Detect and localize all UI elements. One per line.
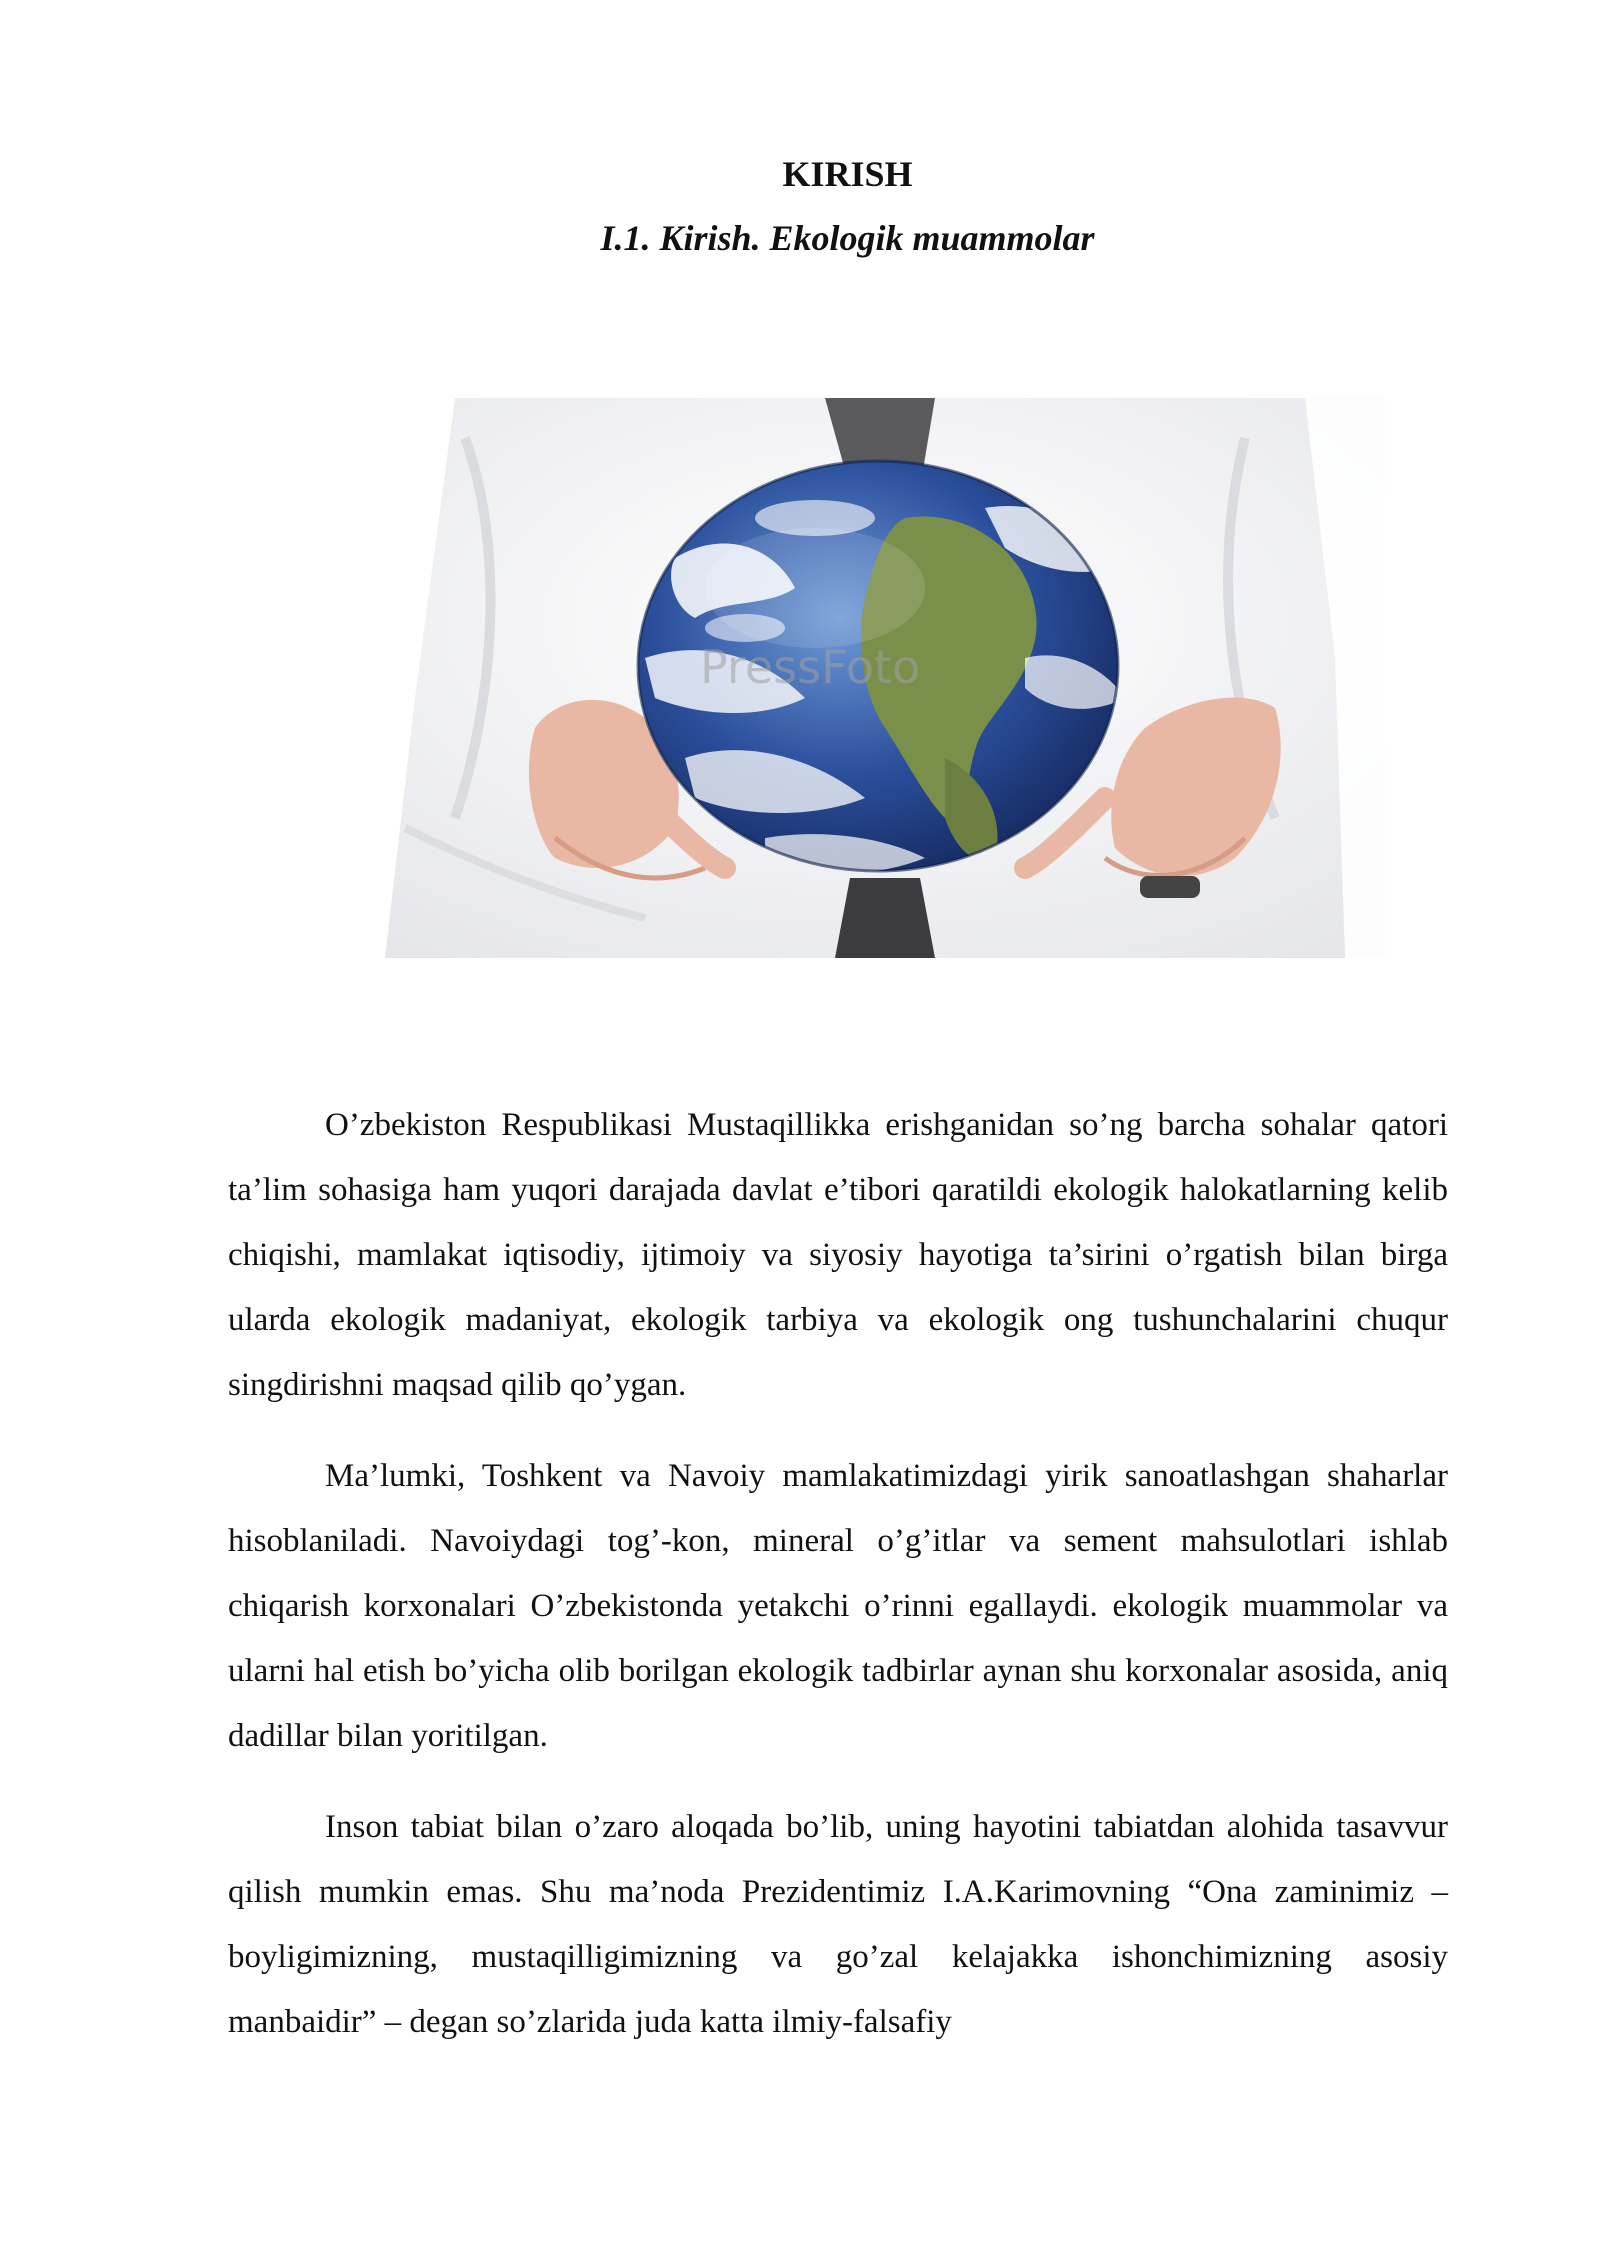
paragraph-3: Inson tabiat bilan o’zaro aloqada bo’lib, uning hayotini tabiatdan alohida tasavvur qilish mumkin emas. Shu ma’noda Prezidentimiz I.A.Karimovning “Ona zaminimiz – boyligimizning, mustaqilligimizning va go’zal kelajakka ishonchimizning asosiy manbaidir” – degan so’zlarida juda katta ilmiy-falsafiy: [228, 1809, 1448, 2040]
section-subtitle: I.1. Kirish. Ekologik muammolar: [600, 218, 1095, 258]
watch: [1140, 876, 1200, 898]
body-text: [228, 1093, 1448, 2081]
paragraph-1: O’zbekiston Respublikasi Mustaqillikka erishganidan so’ng barcha sohalar qatori ta’lim sohasiga ham yuqori darajada davlat e’tibori qaratildi ekologik halokatlarning kelib chiqishi, mamlakat iqtisodiy, ijtimoiy va siyosiy hayotiga ta’sirini o’rgatish bilan birga ularda ekologik madaniyat, ekologik tarbiya va ekologik ong tushunchalarini chuqur singdirishni maqsad qilib qo’ygan.: [228, 1107, 1448, 1403]
photo-illustration: [345, 398, 1385, 958]
page-title: KIRISH: [782, 154, 913, 194]
paragraph-2: Ma’lumki, Toshkent va Navoiy mamlakatimizdagi yirik sanoatlashgan shaharlar hisoblaniladi. Navoiydagi tog’-kon, mineral o’g’itlar va sement mahsulotlari ishlab chiqarish korxonalari O’zbekistonda yetakchi o’rinni egallaydi. ekologik muammolar va ularni hal etish bo’yicha olib borilgan ekologik tadbirlar aynan shu korxonalar asosida, aniq dadillar bilan yoritilgan.: [228, 1458, 1448, 1754]
watermark-text: PressFoto: [700, 640, 921, 694]
earth-in-hands-photo: [345, 398, 1385, 958]
